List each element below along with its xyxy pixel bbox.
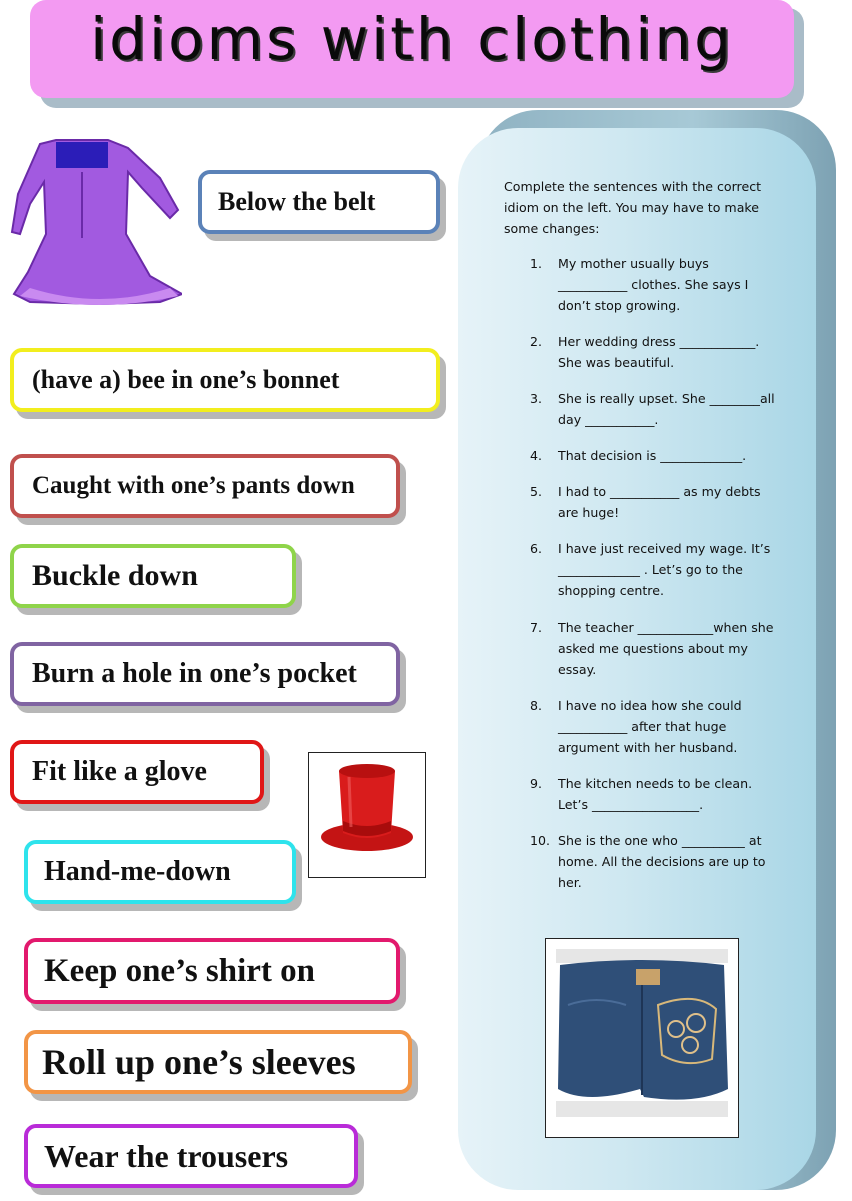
question-text: The teacher ____________when she asked me questions about my essay.	[558, 620, 774, 677]
question-number: 3.	[530, 391, 543, 406]
question-text: I have just received my wage. It’s _____________ . Let’s go to the shopping centre.	[558, 541, 771, 598]
idiom-label: Wear the trousers	[44, 1137, 289, 1174]
idiom-card-pants-down	[10, 454, 400, 518]
idiom-label: Roll up one’s sleeves	[42, 1042, 356, 1082]
idiom-card-wear-trousers	[24, 1124, 358, 1188]
idiom-card-roll-sleeves	[24, 1030, 412, 1094]
question-number: 2.	[530, 334, 543, 349]
idiom-label: Buckle down	[32, 559, 198, 592]
dress-icon	[10, 138, 182, 306]
idiom-card-buckle-down	[10, 544, 296, 608]
hat-image	[308, 752, 426, 878]
jeans-image	[545, 938, 739, 1138]
question-text: My mother usually buys ___________ clothes. She says I don’t stop growing.	[558, 256, 749, 313]
page-title: idioms with clothing	[90, 5, 734, 73]
idiom-label: Caught with one’s pants down	[32, 472, 355, 499]
instructions-text: Complete the sentences with the correct idiom on the left. You may have to make some changes:	[504, 179, 762, 236]
idiom-card-shirt-on	[24, 938, 400, 1004]
idiom-label: (have a) bee in one’s bonnet	[32, 365, 340, 394]
idiom-card-bee-in-bonnet	[10, 348, 440, 412]
question-text: The kitchen needs to be clean. Let’s _________________.	[558, 776, 753, 812]
question-number: 5.	[530, 484, 543, 499]
question-text: She is really upset. She ________all day ___________.	[558, 391, 775, 427]
idiom-label: Hand-me-down	[44, 856, 231, 887]
jeans-icon	[546, 939, 738, 1137]
question-number: 8.	[530, 698, 543, 713]
idiom-card-fit-glove	[10, 740, 264, 804]
idiom-label: Fit like a glove	[32, 756, 207, 787]
question-text: I have no idea how she could ___________ after that huge argument with her husband.	[558, 698, 742, 755]
question-text: Her wedding dress ____________. She was beautiful.	[558, 334, 760, 370]
idiom-card-hand-me-down	[24, 840, 296, 904]
question-number: 9.	[530, 776, 543, 791]
idiom-label: Below the belt	[218, 187, 376, 216]
question-number: 10.	[530, 833, 551, 848]
top-hat-icon	[309, 753, 425, 877]
idiom-label: Burn a hole in one’s pocket	[32, 658, 357, 689]
question-number: 6.	[530, 541, 543, 556]
question-text: I had to ___________ as my debts are huge!	[558, 484, 761, 520]
question-text: She is the one who __________ at home. All the decisions are up to her.	[558, 833, 766, 890]
idiom-card-below-the-belt	[198, 170, 440, 234]
question-number: 7.	[530, 620, 543, 635]
question-text: That decision is _____________.	[558, 448, 747, 463]
idiom-card-burn-hole	[10, 642, 400, 706]
idiom-label: Keep one’s shirt on	[44, 952, 316, 989]
question-number: 4.	[530, 448, 543, 463]
title-banner	[30, 0, 794, 98]
question-number: 1.	[530, 256, 543, 271]
